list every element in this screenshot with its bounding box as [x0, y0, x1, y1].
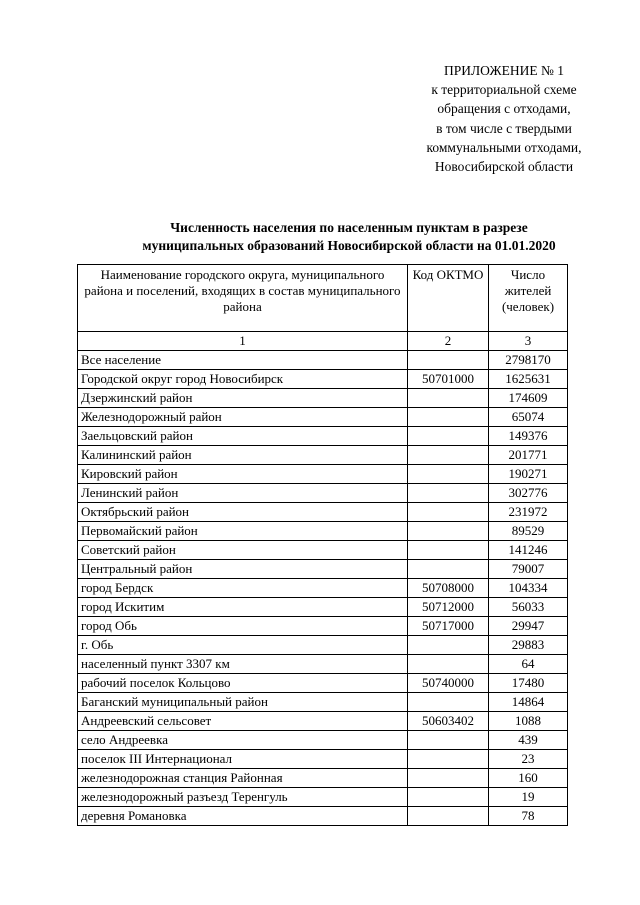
table-row — [78, 560, 568, 579]
cell-code — [408, 541, 489, 560]
cell-name: Центральный район — [78, 560, 408, 579]
column-number: 2 — [408, 332, 489, 351]
table-row — [78, 446, 568, 465]
cell-population: 64 — [489, 655, 568, 674]
cell-code — [408, 408, 489, 427]
cell-code — [408, 560, 489, 579]
cell-name: Заельцовский район — [78, 427, 408, 446]
cell-population: 19 — [489, 788, 568, 807]
title-line-1: Численность населения по населенным пунктам в разрезе — [170, 220, 528, 235]
appendix-line: коммунальными отходами, — [426, 139, 582, 155]
cell-name: деревня Романовка — [78, 807, 408, 826]
cell-population: 56033 — [489, 598, 568, 617]
cell-population: 302776 — [489, 484, 568, 503]
cell-code — [408, 788, 489, 807]
header-code: Код ОКТМО — [408, 265, 489, 332]
table-row — [78, 465, 568, 484]
table-row — [78, 712, 568, 731]
cell-name: село Андреевка — [78, 731, 408, 750]
cell-name: Октябрьский район — [78, 503, 408, 522]
appendix-line: обращения с отходами, — [437, 101, 571, 117]
table-row — [78, 807, 568, 826]
appendix-line: в том числе с твердыми — [436, 120, 572, 136]
header-population: Число жителей (человек) — [489, 265, 568, 332]
column-number: 3 — [489, 332, 568, 351]
column-number-row — [78, 332, 568, 351]
cell-code — [408, 351, 489, 370]
table-row — [78, 370, 568, 389]
table-row — [78, 484, 568, 503]
cell-code: 50740000 — [408, 674, 489, 693]
table-row — [78, 503, 568, 522]
cell-population: 29883 — [489, 636, 568, 655]
table-row — [78, 598, 568, 617]
cell-population: 149376 — [489, 427, 568, 446]
cell-population: 190271 — [489, 465, 568, 484]
title-line-2: муниципальных образований Новосибирской области на 01.01.2020 — [142, 238, 556, 253]
cell-population: 2798170 — [489, 351, 568, 370]
cell-name: Железнодорожный район — [78, 408, 408, 427]
table-row — [78, 427, 568, 446]
cell-code: 50603402 — [408, 712, 489, 731]
table-row — [78, 389, 568, 408]
appendix-line: Новосибирской области — [434, 159, 574, 175]
cell-population: 89529 — [489, 522, 568, 541]
cell-name: г. Обь — [78, 636, 408, 655]
cell-name: Городской округ город Новосибирск — [78, 370, 408, 389]
table-row — [78, 674, 568, 693]
cell-name: поселок III Интернационал — [78, 750, 408, 769]
cell-code — [408, 484, 489, 503]
cell-population: 14864 — [489, 693, 568, 712]
table-row — [78, 750, 568, 769]
appendix-block — [404, 61, 604, 176]
cell-code — [408, 503, 489, 522]
cell-population: 104334 — [489, 579, 568, 598]
cell-code — [408, 389, 489, 408]
cell-code — [408, 522, 489, 541]
cell-code: 50701000 — [408, 370, 489, 389]
cell-population: 79007 — [489, 560, 568, 579]
table-row — [78, 655, 568, 674]
cell-code — [408, 636, 489, 655]
cell-population: 65074 — [489, 408, 568, 427]
cell-code — [408, 446, 489, 465]
cell-code — [408, 693, 489, 712]
cell-population: 141246 — [489, 541, 568, 560]
cell-population: 17480 — [489, 674, 568, 693]
table-row — [78, 579, 568, 598]
cell-code — [408, 807, 489, 826]
cell-code — [408, 731, 489, 750]
table-row — [78, 693, 568, 712]
cell-name: рабочий поселок Кольцово — [78, 674, 408, 693]
cell-population: 160 — [489, 769, 568, 788]
cell-name: Все население — [78, 351, 408, 370]
cell-name: Кировский район — [78, 465, 408, 484]
cell-name: Советский район — [78, 541, 408, 560]
table-row — [78, 541, 568, 560]
table-row — [78, 522, 568, 541]
cell-population: 78 — [489, 807, 568, 826]
table-row — [78, 408, 568, 427]
cell-population: 174609 — [489, 389, 568, 408]
table-body — [78, 332, 568, 826]
cell-name: город Искитим — [78, 598, 408, 617]
document-title — [64, 219, 634, 255]
cell-name: Первомайский район — [78, 522, 408, 541]
cell-name: железнодорожная станция Районная — [78, 769, 408, 788]
cell-name: город Бердск — [78, 579, 408, 598]
cell-population: 23 — [489, 750, 568, 769]
cell-population: 231972 — [489, 503, 568, 522]
column-number: 1 — [78, 332, 408, 351]
table-row — [78, 636, 568, 655]
cell-name: Андреевский сельсовет — [78, 712, 408, 731]
cell-code: 50712000 — [408, 598, 489, 617]
population-table — [77, 264, 568, 826]
cell-population: 201771 — [489, 446, 568, 465]
table-row — [78, 731, 568, 750]
cell-name: Баганский муниципальный район — [78, 693, 408, 712]
cell-name: Ленинский район — [78, 484, 408, 503]
appendix-line: к территориальной схеме — [431, 82, 577, 98]
table-header-row — [78, 265, 568, 332]
cell-population: 1088 — [489, 712, 568, 731]
cell-name: город Обь — [78, 617, 408, 636]
cell-code — [408, 427, 489, 446]
appendix-title: ПРИЛОЖЕНИЕ № 1 — [443, 63, 565, 78]
cell-name: населенный пункт 3307 км — [78, 655, 408, 674]
table-row — [78, 769, 568, 788]
cell-population: 439 — [489, 731, 568, 750]
cell-name: железнодорожный разъезд Теренгуль — [78, 788, 408, 807]
cell-code — [408, 750, 489, 769]
cell-name: Дзержинский район — [78, 389, 408, 408]
cell-population: 29947 — [489, 617, 568, 636]
cell-name: Калининский район — [78, 446, 408, 465]
cell-code — [408, 655, 489, 674]
cell-code — [408, 769, 489, 788]
cell-code — [408, 465, 489, 484]
header-name: Наименование городского округа, муниципального района и поселений, входящих в состав муниципального района — [78, 265, 408, 332]
cell-code: 50708000 — [408, 579, 489, 598]
table-row — [78, 788, 568, 807]
cell-code: 50717000 — [408, 617, 489, 636]
table-row — [78, 351, 568, 370]
cell-population: 1625631 — [489, 370, 568, 389]
table-row — [78, 617, 568, 636]
